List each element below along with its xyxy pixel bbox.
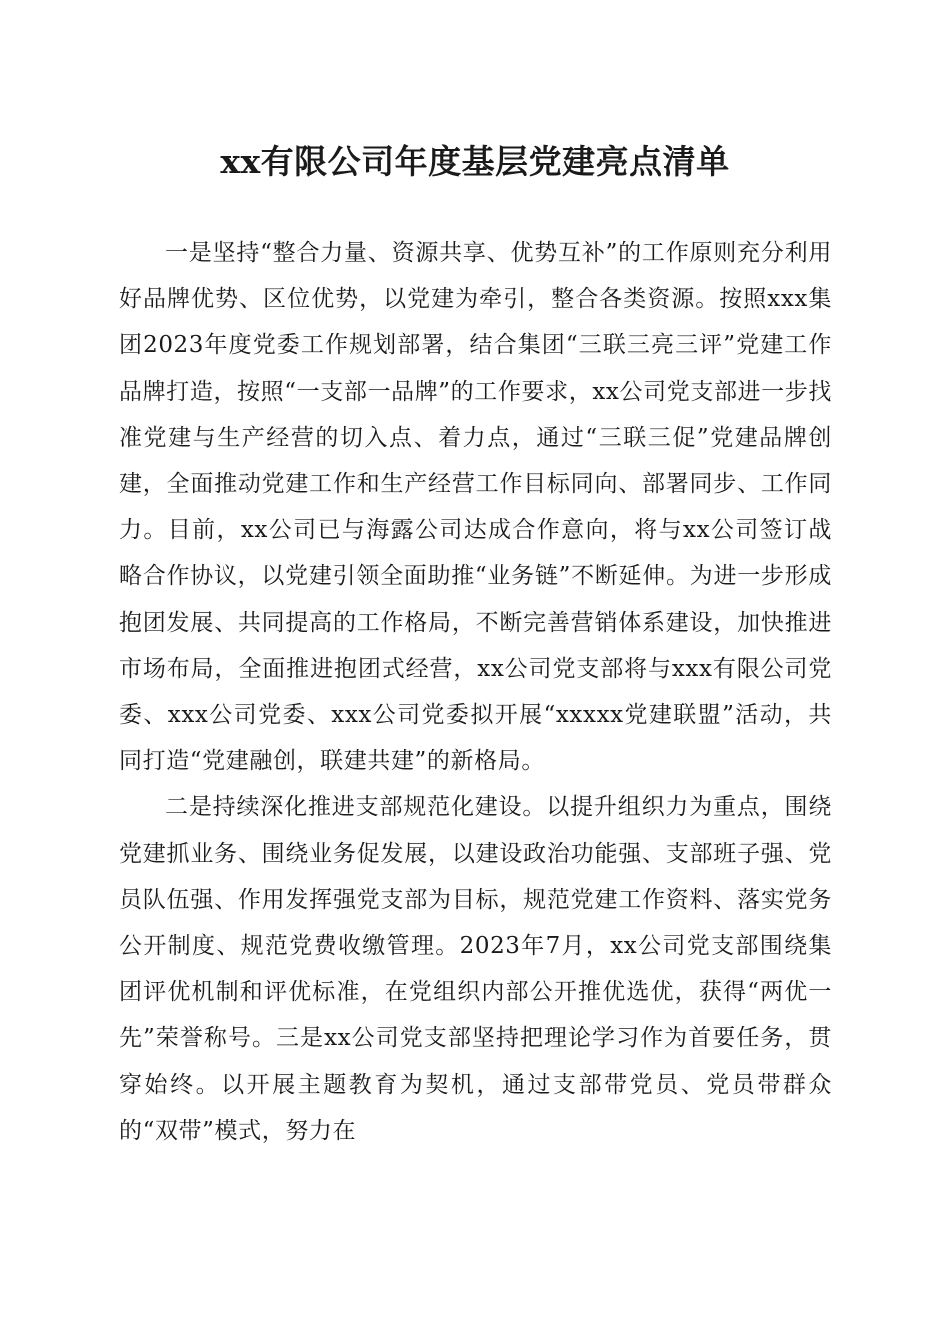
- document-body: [119, 230, 832, 1154]
- paragraph-1: 一是坚持“整合力量、资源共享、优势互补”的工作原则充分利用好品牌优势、区位优势，以党建为牵引，整合各类资源。按照xxx集团2023年度党委工作规划部署，结合集团“三联三亮三评”党建工作品牌打造，按照“一支部一品牌”的工作要求，xx公司党支部进一步找准党建与生产经营的切入点、着力点，通过“三联三促”党建品牌创建，全面推动党建工作和生产经营工作目标同向、部署同步、工作同力。目前，xx公司已与海露公司达成合作意向，将与xx公司签订战略合作协议，以党建引领全面助推“业务链”不断延伸。为进一步形成抱团发展、共同提高的工作格局，不断完善营销体系建设，加快推进市场布局，全面推进抱团式经营，xx公司党支部将与xxx有限公司党委、xxx公司党委、xxx公司党委拟开展“xxxxx党建联盟”活动，共同打造“党建融创，联建共建”的新格局。: [119, 240, 832, 775]
- document-title: xx有限公司年度基层党建亮点清单: [220, 142, 730, 181]
- paragraph-2: 二是持续深化推进支部规范化建设。以提升组织力为重点，围绕党建抓业务、围绕业务促发展，以建设政治功能强、支部班子强、党员队伍强、作用发挥强党支部为目标，规范党建工作资料、落实党务公开制度、规范党费收缴管理。2023年7月，xx公司党支部围绕集团评优机制和评优标准，在党组织内部公开推优选优，获得“两优一先”荣誉称号。三是xx公司党支部坚持把理论学习作为首要任务，贯穿始终。以开展主题教育为契机，通过支部带党员、党员带群众的“双带”模式，努力在: [119, 794, 832, 1144]
